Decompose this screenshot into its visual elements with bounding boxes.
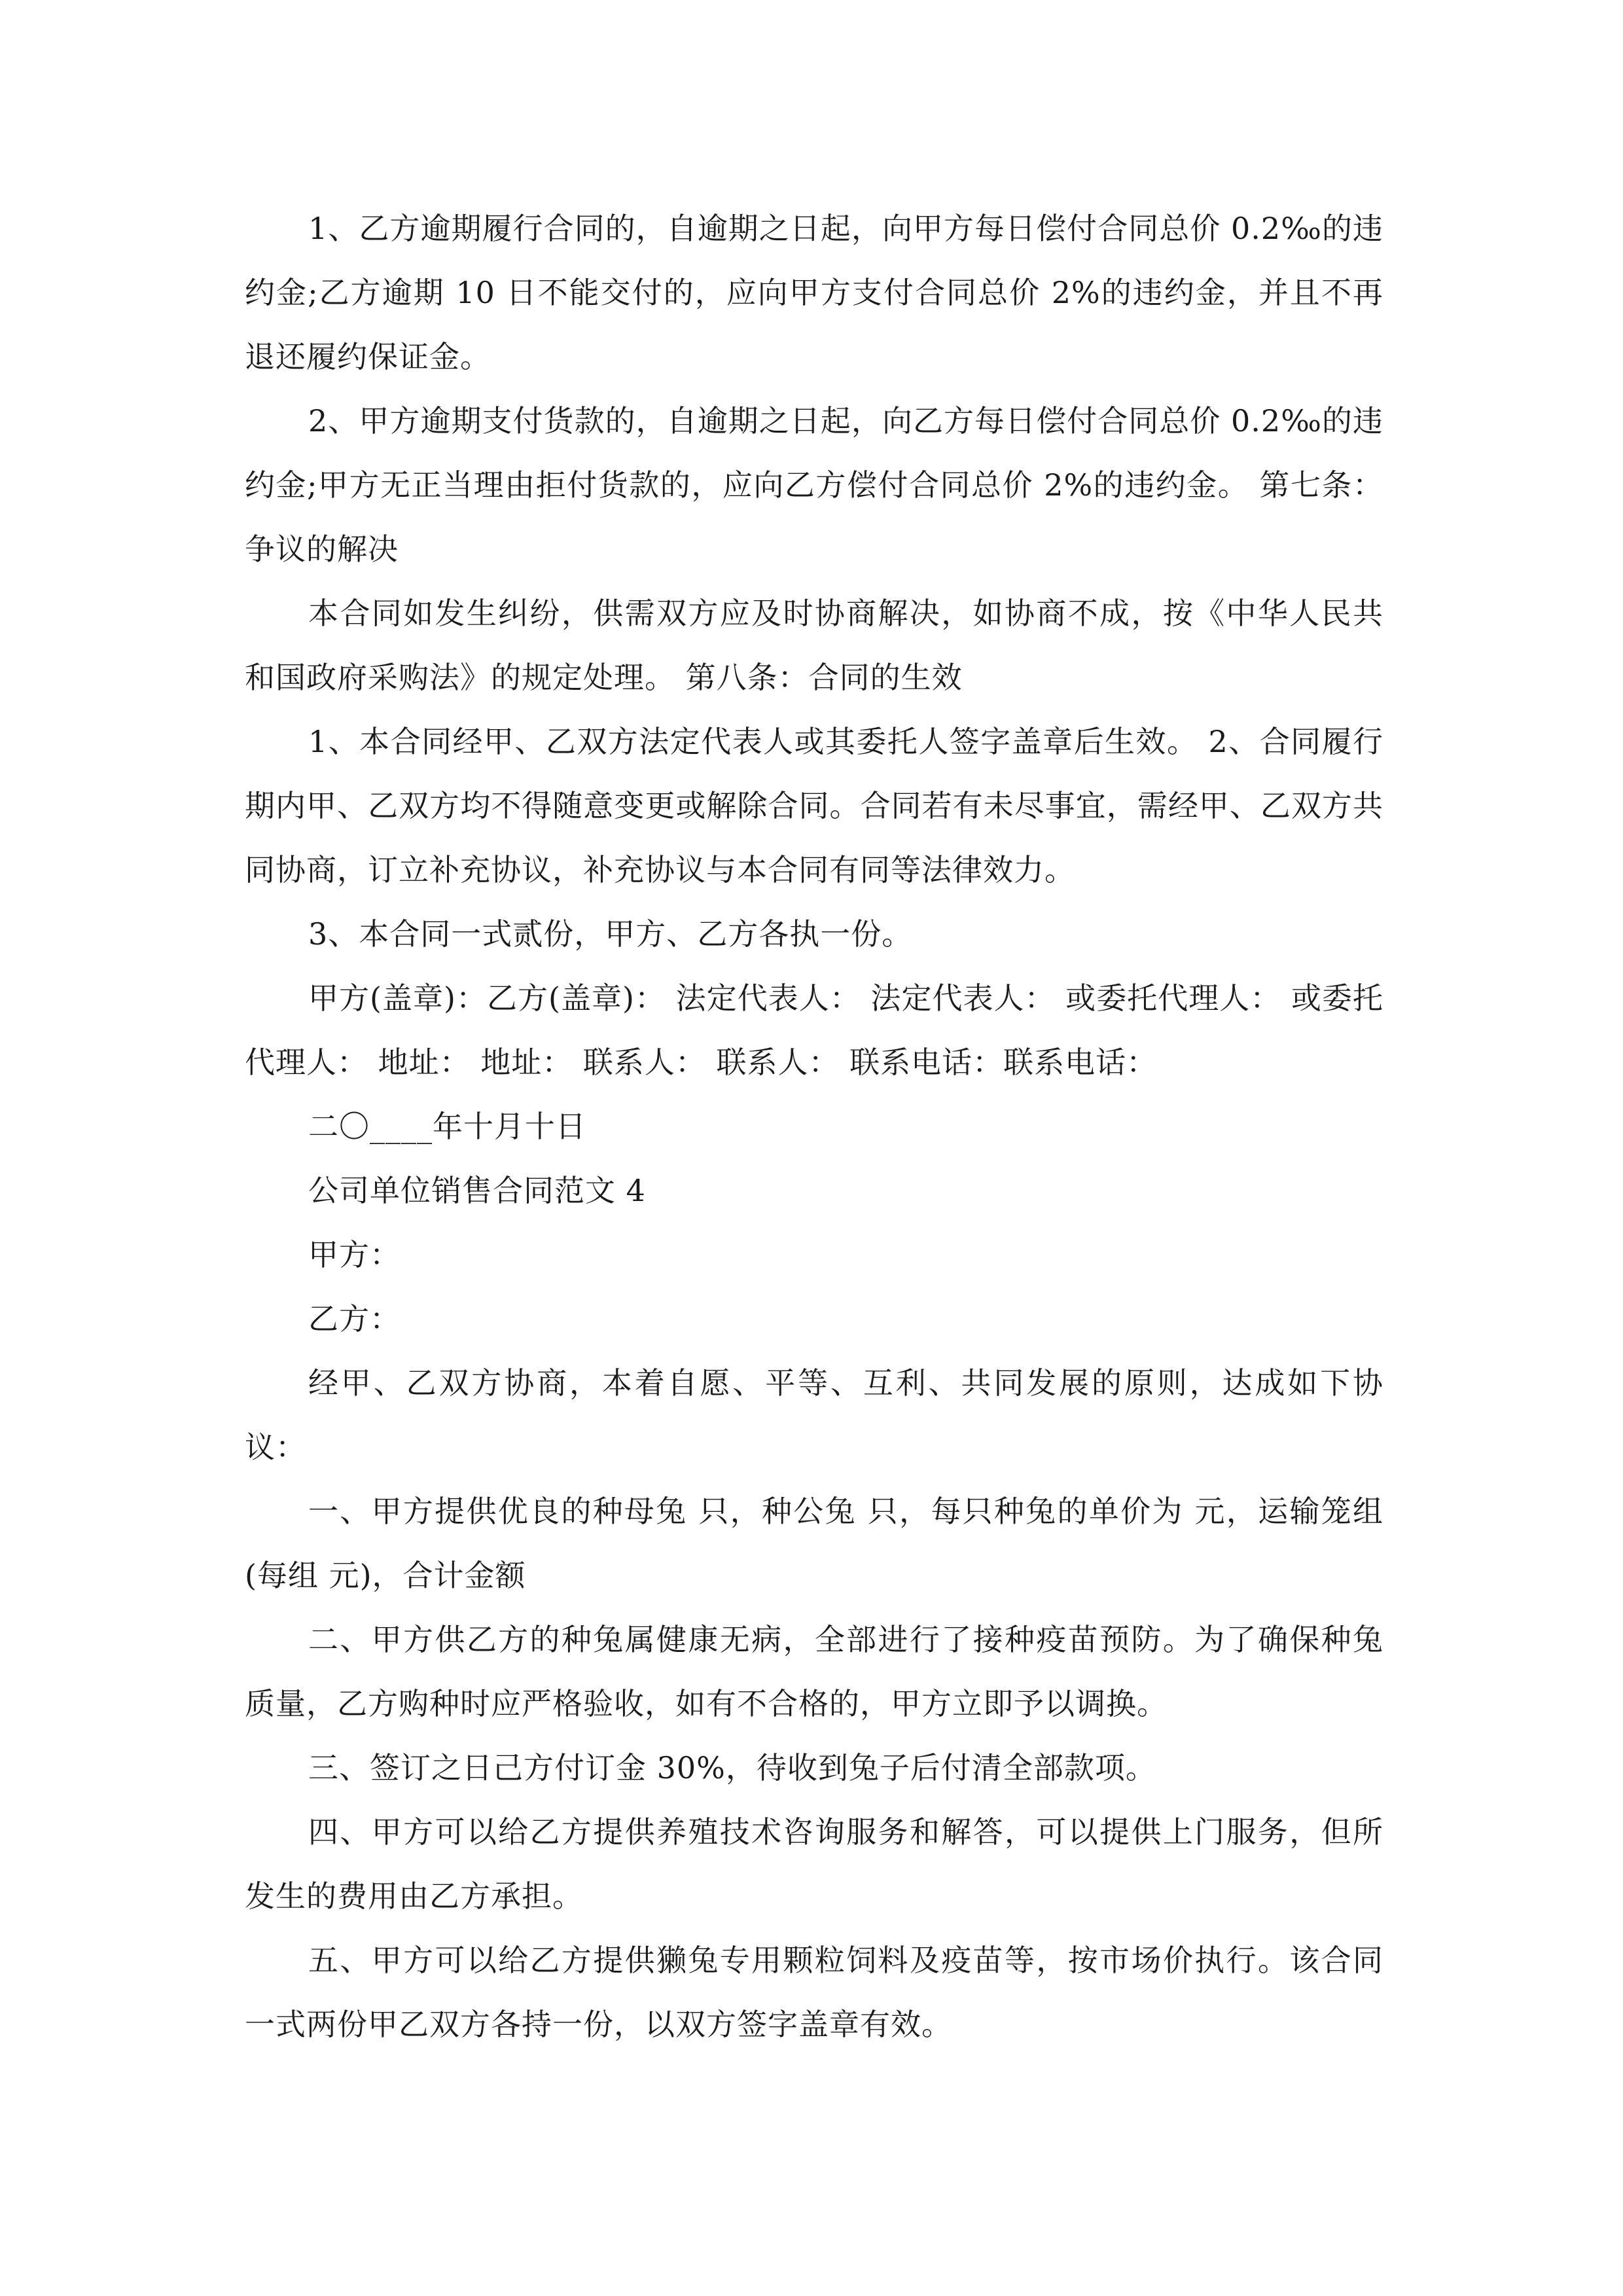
clause-effectiveness: 1、本合同经甲、乙双方法定代表人或其委托人签字盖章后生效。 2、合同履行期内甲、乙双方均不得随意变更或解除合同。合同若有未尽事宜，需经甲、乙双方共同协商，订立补充协议，补充协议与本合同有同等法律效力。 [245, 724, 1383, 888]
term-5-feed: 五、甲方可以给乙方提供獭兔专用颗粒饲料及疫苗等，按市场价执行。该合同一式两份甲乙双方各持一份，以双方签字盖章有效。 [245, 1943, 1383, 2042]
clause-dispute-resolution: 本合同如发生纠纷，供需双方应及时协商解决，如协商不成，按《中华人民共和国政府采购法》的规定处理。 第八条：合同的生效 [245, 596, 1383, 695]
document-body [245, 196, 1383, 2056]
clause-breach-party-b: 1、乙方逾期履行合同的，自逾期之日起，向甲方每日偿付合同总价 0.2‰的违约金;乙方逾期 10 日不能交付的，应向甲方支付合同总价 2%的违约金，并且不再退还履约保证金。 [245, 211, 1383, 374]
party-b-label: 乙方： [308, 1301, 401, 1336]
signing-date: 二〇____年十月十日 [308, 1109, 586, 1144]
agreement-preamble: 经甲、乙双方协商，本着自愿、平等、互利、共同发展的原则，达成如下协议： [245, 1365, 1383, 1465]
signature-block: 甲方(盖章)：乙方(盖章)： 法定代表人： 法定代表人： 或委托代理人： 或委托代理人： 地址： 地址： 联系人： 联系人： 联系电话：联系电话： [245, 980, 1383, 1080]
section-title: 公司单位销售合同范文 4 [308, 1173, 646, 1208]
party-a-label: 甲方： [308, 1237, 401, 1272]
term-4-service: 四、甲方可以给乙方提供养殖技术咨询服务和解答，可以提供上门服务，但所发生的费用由乙方承担。 [245, 1814, 1383, 1914]
clause-breach-party-a: 2、甲方逾期支付货款的，自逾期之日起，向乙方每日偿付合同总价 0.2‰的违约金;甲方无正当理由拒付货款的，应向乙方偿付合同总价 2%的违约金。 第七条：争议的解决 [245, 403, 1383, 567]
term-1-supply: 一、甲方提供优良的种母兔 只，种公兔 只，每只种兔的单价为 元，运输笼组(每组 元)，合计金额 [245, 1494, 1383, 1593]
term-3-deposit: 三、签订之日己方付订金 30%，待收到兔子后付清全部款项。 [308, 1750, 1156, 1785]
term-2-health: 二、甲方供乙方的种兔属健康无病，全部进行了接种疫苗预防。为了确保种兔质量，乙方购种时应严格验收，如有不合格的，甲方立即予以调换。 [245, 1622, 1383, 1721]
clause-copies: 3、本合同一式贰份，甲方、乙方各执一份。 [308, 916, 913, 952]
